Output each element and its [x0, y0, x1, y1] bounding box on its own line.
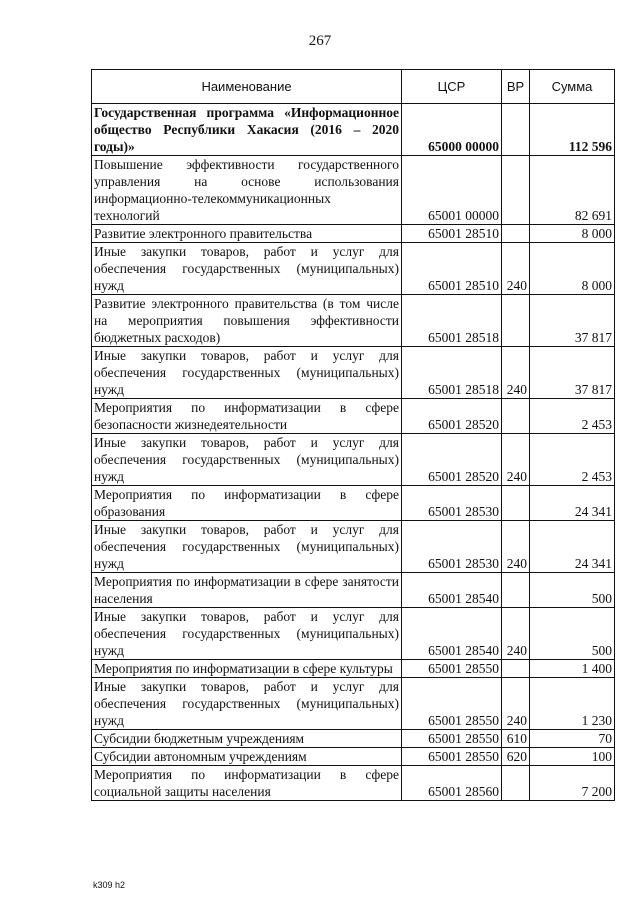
table-row: [92, 156, 615, 225]
cell-csr: 65001 28520: [402, 434, 502, 486]
cell-vr: 240: [502, 434, 530, 486]
cell-sum: 100: [530, 748, 615, 766]
cell-name: Мероприятия по информатизации в сфере культуры: [92, 660, 402, 678]
cell-csr: 65001 28560: [402, 766, 502, 801]
cell-name: Государственная программа «Информационное общество Республики Хакасия (2016 – 2020 годы)»: [92, 104, 402, 156]
cell-vr: 240: [502, 608, 530, 660]
cell-name: Мероприятия по информатизации в сфере социальной защиты населения: [92, 766, 402, 801]
cell-sum: 7 200: [530, 766, 615, 801]
cell-name: Мероприятия по информатизации в сфере образования: [92, 486, 402, 521]
table-body: [92, 104, 615, 801]
table-row: [92, 573, 615, 608]
page-number: 267: [308, 33, 332, 49]
table-row: [92, 608, 615, 660]
column-header-vr: ВР: [502, 70, 530, 104]
cell-csr: 65001 28540: [402, 573, 502, 608]
cell-sum: 37 817: [530, 295, 615, 347]
footer-code: k309 h2: [93, 880, 126, 890]
cell-vr: 240: [502, 347, 530, 399]
cell-csr: 65001 28550: [402, 660, 502, 678]
cell-csr: 65001 28550: [402, 730, 502, 748]
cell-name: Мероприятия по информатизации в сфере безопасности жизнедеятельности: [92, 399, 402, 434]
column-header-name: Наименование: [92, 70, 402, 104]
cell-csr: 65001 28510: [402, 243, 502, 295]
cell-sum: 37 817: [530, 347, 615, 399]
table-row: [92, 347, 615, 399]
cell-csr: 65001 28550: [402, 748, 502, 766]
table-row: [92, 434, 615, 486]
cell-vr: 240: [502, 678, 530, 730]
cell-csr: 65000 00000: [402, 104, 502, 156]
cell-name: Развитие электронного правительства: [92, 225, 402, 243]
table-row: [92, 243, 615, 295]
cell-name: Субсидии бюджетным учреждениям: [92, 730, 402, 748]
cell-sum: 1 230: [530, 678, 615, 730]
table-row: [92, 486, 615, 521]
cell-sum: 24 341: [530, 486, 615, 521]
table-row: [92, 225, 615, 243]
table-row: [92, 730, 615, 748]
cell-sum: 2 453: [530, 399, 615, 434]
cell-sum: 1 400: [530, 660, 615, 678]
cell-name: Повышение эффективности государственного управления на основе использования информационно-телекоммуникационных технологий: [92, 156, 402, 225]
cell-sum: 500: [530, 608, 615, 660]
cell-name: Иные закупки товаров, работ и услуг для обеспечения государственных (муниципальных) нужд: [92, 347, 402, 399]
cell-name: Иные закупки товаров, работ и услуг для обеспечения государственных (муниципальных) нужд: [92, 434, 402, 486]
cell-sum: 112 596: [530, 104, 615, 156]
cell-name: Развитие электронного правительства (в том числе на мероприятия повышения эффективности бюджетных расходов): [92, 295, 402, 347]
cell-csr: 65001 28518: [402, 295, 502, 347]
table-row: [92, 521, 615, 573]
cell-csr: 65001 28520: [402, 399, 502, 434]
cell-sum: 82 691: [530, 156, 615, 225]
table-row: [92, 660, 615, 678]
column-header-csr: ЦСР: [402, 70, 502, 104]
cell-vr: 620: [502, 748, 530, 766]
cell-vr: [502, 399, 530, 434]
table-row: [92, 295, 615, 347]
cell-vr: [502, 104, 530, 156]
cell-csr: 65001 28518: [402, 347, 502, 399]
table-header-row: [92, 70, 615, 104]
cell-csr: 65001 00000: [402, 156, 502, 225]
cell-sum: 24 341: [530, 521, 615, 573]
cell-name: Иные закупки товаров, работ и услуг для обеспечения государственных (муниципальных) нужд: [92, 521, 402, 573]
table-row: [92, 104, 615, 156]
cell-csr: 65001 28510: [402, 225, 502, 243]
cell-vr: [502, 156, 530, 225]
cell-vr: [502, 486, 530, 521]
cell-name: Иные закупки товаров, работ и услуг для обеспечения государственных (муниципальных) нужд: [92, 608, 402, 660]
cell-name: Мероприятия по информатизации в сфере занятости населения: [92, 573, 402, 608]
cell-vr: [502, 766, 530, 801]
table-row: [92, 766, 615, 801]
cell-vr: 240: [502, 521, 530, 573]
cell-name: Субсидии автономным учреждениям: [92, 748, 402, 766]
cell-sum: 2 453: [530, 434, 615, 486]
cell-vr: [502, 295, 530, 347]
budget-table: [91, 69, 615, 801]
cell-csr: 65001 28530: [402, 521, 502, 573]
cell-sum: 8 000: [530, 243, 615, 295]
cell-vr: [502, 660, 530, 678]
cell-vr: 240: [502, 243, 530, 295]
cell-csr: 65001 28530: [402, 486, 502, 521]
table-row: [92, 399, 615, 434]
column-header-sum: Сумма: [530, 70, 615, 104]
cell-sum: 8 000: [530, 225, 615, 243]
table-row: [92, 748, 615, 766]
cell-name: Иные закупки товаров, работ и услуг для обеспечения государственных (муниципальных) нужд: [92, 243, 402, 295]
cell-vr: [502, 573, 530, 608]
cell-name: Иные закупки товаров, работ и услуг для обеспечения государственных (муниципальных) нужд: [92, 678, 402, 730]
cell-sum: 70: [530, 730, 615, 748]
table-row: [92, 678, 615, 730]
cell-vr: [502, 225, 530, 243]
cell-csr: 65001 28550: [402, 678, 502, 730]
cell-csr: 65001 28540: [402, 608, 502, 660]
cell-vr: 610: [502, 730, 530, 748]
cell-sum: 500: [530, 573, 615, 608]
